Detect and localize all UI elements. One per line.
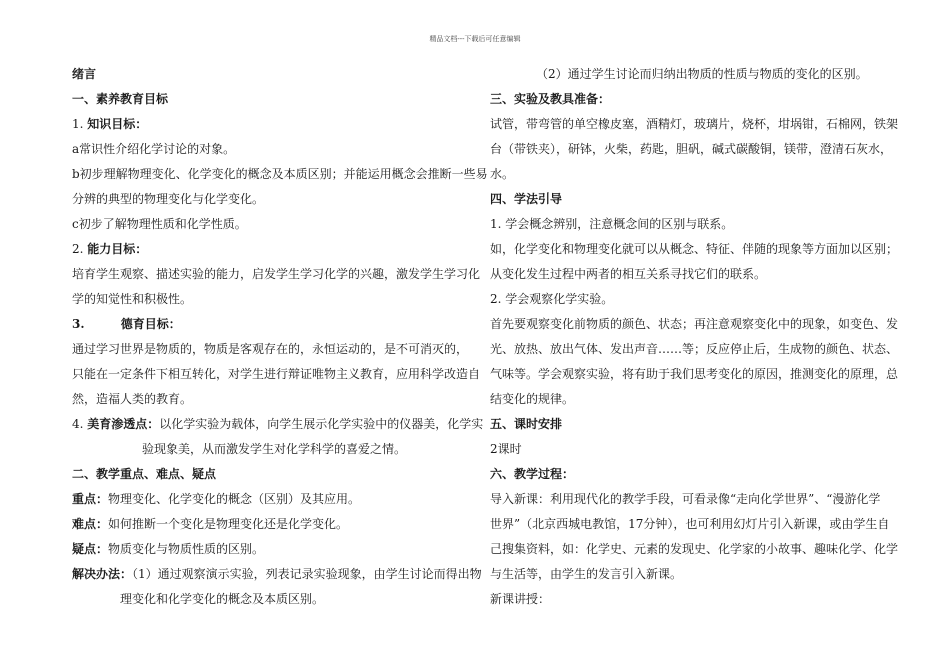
ability-goal-heading — [72, 237, 472, 262]
aesthetic-point-number: 4. — [72, 417, 84, 431]
moral-goal-line1: 通过学习世界是物质的，物质是客观存在的，永恒运动的，是不可消灭的， — [72, 342, 469, 356]
doubt-point-text: 物质变化与物质性质的区别。 — [108, 542, 265, 556]
moral-goal-line2: 只能在一定条件下相互转化，对学生进行辩证唯物主义教育，应用科学改造自 — [72, 367, 481, 381]
solution-method-line1: （1）通过观察演示实验，列表记录实验现象，由学生讨论而得出物 — [132, 567, 482, 581]
moral-goal-line3: 然，造福人类的教育。 — [72, 392, 193, 406]
method-text-line1: 如，化学变化和物理变化就可以从概念、特征、伴随的现象等方面加以区别； — [490, 242, 899, 256]
moral-goal-heading — [72, 312, 472, 337]
ability-goal-number: 2. — [72, 242, 84, 256]
solution-method-label: 解决办法： — [72, 567, 133, 581]
section-1-heading: 一、素养教育目标 — [72, 92, 169, 106]
page-header: 精品文档---下载后可任意编辑 — [429, 35, 521, 43]
solution-method-line3: （2）通过学生讨论而归纳出物质的性质与物质的变化的区别。 — [536, 67, 868, 81]
ability-goal-label: 能力目标： — [87, 242, 148, 256]
difficult-point-label: 难点： — [72, 517, 109, 531]
section-2-heading: 二、教学重点、难点、疑点 — [72, 467, 217, 481]
method-text-line3: 首先要观察变化前物质的颜色、状态；再注意观察变化中的现象，如变色、发 — [490, 317, 899, 331]
doc-title: 绪言 — [72, 67, 97, 81]
process-line5: 新课讲授： — [490, 592, 551, 606]
aesthetic-point-line2: 验现象美，从而激发学生对化学科学的喜爱之情。 — [142, 442, 407, 456]
ability-goal-line1: 培育学生观察、描述实验的能力，启发学生学习化学的兴趣，激发学生学习化 — [72, 267, 481, 281]
solution-method-line2: 理变化和化学变化的概念及本质区别。 — [120, 592, 325, 606]
process-line2: 世界”（北京西城电教馆，17分钟），也可利用幻灯片引入新课，或由学生自 — [490, 517, 890, 531]
section-3-heading: 三、实验及教具准备： — [490, 92, 611, 106]
knowledge-goal-number: 1. — [72, 117, 84, 131]
knowledge-goal-b-line1: b初步理解物理变化、化学变化的概念及本质区别；并能运用概念会推断一些易 — [72, 167, 488, 181]
method-item-2: 2. 学会观察化学实验。 — [490, 292, 614, 306]
equipment-line2: 台（带铁夹），研钵，火柴，药匙，胆矾，碱式碳酸铜，镁带，澄清石灰水， — [490, 142, 893, 156]
equipment-line3: 水。 — [490, 167, 515, 181]
knowledge-goal-a: a常识性介绍化学讨论的对象。 — [72, 142, 236, 156]
knowledge-goal-label: 知识目标： — [87, 117, 148, 131]
moral-goal-number: 3. — [72, 317, 85, 331]
ability-goal-line2: 学的知觉性和积极性。 — [72, 292, 193, 306]
aesthetic-point-line1: 以化学实验为载体，向学生展示化学实验中的仪器美，化学实 — [159, 417, 484, 431]
method-text-line4: 光、放热、放出气体、发出声音……等；反应停止后，生成物的颜色、状态、 — [490, 342, 899, 356]
process-line3: 己搜集资料，如：化学史、元素的发现史、化学家的小故事、趣味化学、化学 — [490, 542, 899, 556]
key-point — [72, 487, 472, 512]
method-item-1: 1. 学会概念辨别，注意概念间的区别与联系。 — [490, 217, 734, 231]
moral-goal-label: 德育目标： — [120, 317, 181, 331]
solution-method — [72, 562, 482, 587]
class-hours: 2课时 — [490, 442, 522, 456]
knowledge-goal-b-line2: 分辨的典型的物理变化与化学变化。 — [72, 192, 265, 206]
doubt-point — [72, 537, 472, 562]
knowledge-goal-heading — [72, 112, 472, 137]
method-text-line6: 结变化的规律。 — [490, 392, 575, 406]
process-line4: 与生活等，由学生的发言引入新课。 — [490, 567, 683, 581]
method-text-line2: 从变化发生过程中两者的相互关系寻找它们的联系。 — [490, 267, 767, 281]
doubt-point-label: 疑点： — [72, 542, 109, 556]
aesthetic-point-heading — [72, 412, 484, 437]
difficult-point — [72, 512, 472, 537]
section-6-heading: 六、教学过程： — [490, 467, 575, 481]
left-column — [72, 62, 488, 612]
knowledge-goal-c: c初步了解物理性质和化学性质。 — [72, 217, 247, 231]
method-text-line5: 气味等。学会观察实验，将有助于我们思考变化的原因，推测变化的原理，总 — [490, 367, 899, 381]
key-point-text: 物理变化、化学变化的概念（区别）及其应用。 — [108, 492, 361, 506]
aesthetic-point-label: 美育渗透点： — [87, 417, 160, 431]
process-line1: 导入新课：利用现代化的教学手段，可看录像“走向化学世界”、“漫游化学 — [490, 492, 881, 506]
right-column — [490, 62, 899, 612]
section-5-heading: 五、课时安排 — [490, 417, 563, 431]
key-point-label: 重点： — [72, 492, 109, 506]
section-4-heading: 四、学法引导 — [490, 192, 563, 206]
equipment-line1: 试管，带弯管的单空橡皮塞，酒精灯，玻璃片，烧杯，坩埚钳，石棉网，铁架 — [490, 117, 899, 131]
difficult-point-text: 如何推断一个变化是物理变化还是化学变化。 — [108, 517, 349, 531]
